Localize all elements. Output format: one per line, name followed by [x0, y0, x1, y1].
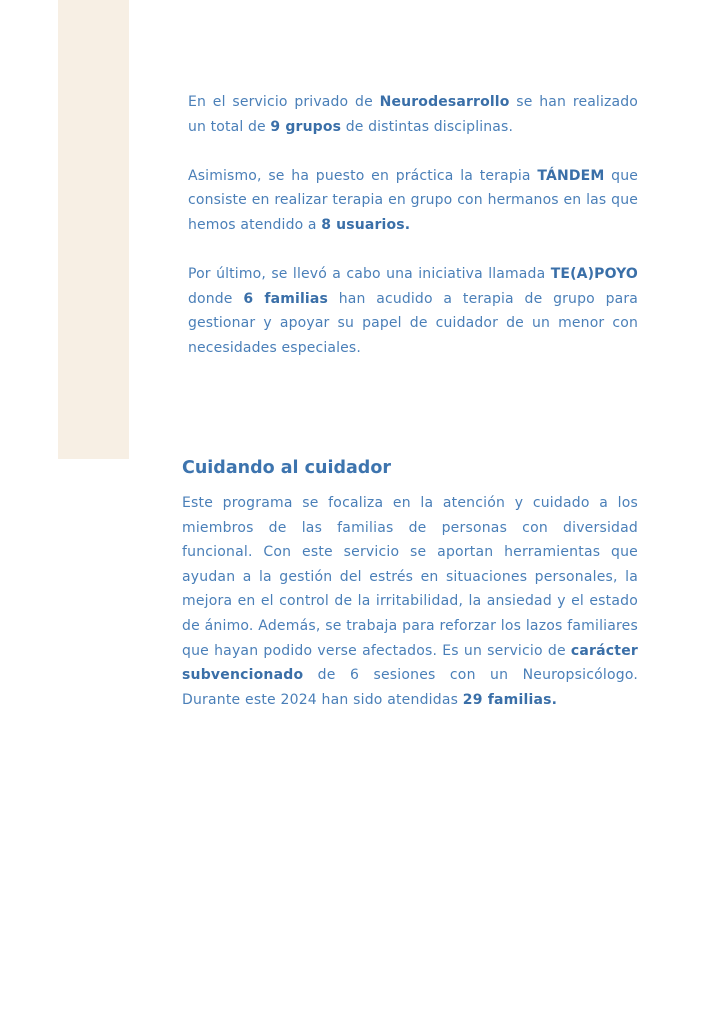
highlight-grupos: 9 grupos — [270, 118, 342, 135]
highlight-teapoyo: TE(A)POYO — [550, 266, 638, 283]
highlight-29-familias: 29 familias. — [462, 691, 558, 708]
section-heading: Cuidando al cuidador — [182, 458, 391, 478]
paragraph-tandem: Asimismo, se ha puesto en práctica la terapia TÁNDEM que consiste en realizar terapia en grupo con hermanos en las que hemos atendido a 8 usuarios. — [188, 167, 638, 233]
neurodevelopment-section — [188, 90, 638, 361]
highlight-tandem: TÁNDEM — [537, 167, 605, 184]
highlight-usuarios: 8 usuarios. — [321, 216, 411, 233]
decorative-side-band — [58, 0, 129, 459]
highlight-subvencionado: carácter subvencionado — [182, 642, 638, 684]
paragraph-teapoyo: Por último, se llevó a cabo una iniciativa llamada TE(A)POYO donde 6 familias han acudido a terapia de grupo para gestionar y apoyar su papel de cuidador de un menor con necesidades especiales. — [188, 266, 638, 356]
caregiver-section — [182, 455, 638, 712]
highlight-familias: 6 familias — [243, 290, 328, 307]
paragraph-neurodesarrollo: En el servicio privado de Neurodesarrollo se han realizado un total de 9 grupos de distintas disciplinas. — [188, 94, 638, 135]
highlight-neurodesarrollo: Neurodesarrollo — [379, 94, 510, 110]
caregiver-paragraph: Este programa se focaliza en la atención y cuidado a los miembros de las familias de personas con diversidad funcional. Con este servicio se aportan herramientas que ayudan a la gestión del estrés en situaciones personales, la mejora en el control de la irritabilidad, la ansiedad y el estado de ánimo. Además, se trabaja para reforzar los lazos familiares que hayan podido verse afectados. Es un servicio de carácter subvencionado de 6 sesiones con un Neuropsicólogo. Durante este 2024 han sido atendidas 29 familias. — [182, 495, 638, 708]
